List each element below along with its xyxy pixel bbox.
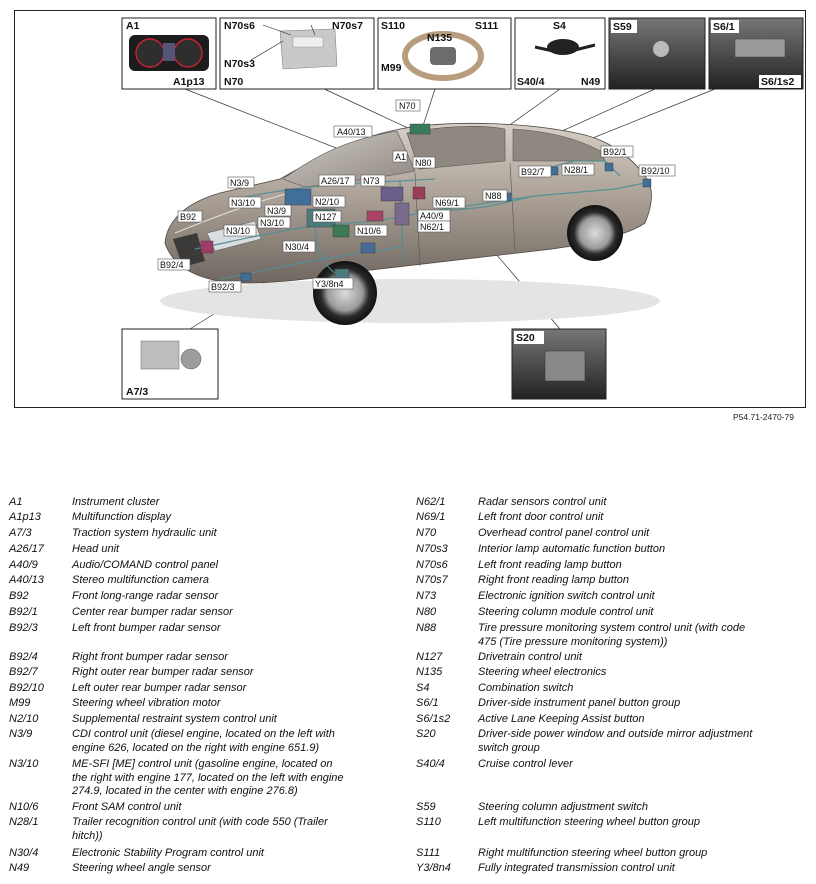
- legend-code: N135: [416, 666, 443, 678]
- inset-traction-hydraulic-unit: [122, 329, 218, 399]
- legend-description: Left front door control unit: [478, 511, 604, 523]
- svg-text:S20: S20: [516, 332, 535, 344]
- legend-description: Driver-side power window and outside mirror adjustment: [478, 728, 753, 740]
- legend-description: Steering column adjustment switch: [478, 801, 648, 813]
- svg-text:B92/1: B92/1: [603, 147, 627, 157]
- svg-text:N70s3: N70s3: [224, 58, 255, 70]
- legend-description: Steering wheel vibration motor: [72, 697, 221, 709]
- legend-description: 475 (Tire pressure monitoring system)): [478, 635, 668, 648]
- legend-description: Steering column module control unit: [478, 606, 654, 618]
- legend-code: N69/1: [416, 511, 446, 523]
- legend-description: Fully integrated transmission control unit: [478, 862, 675, 874]
- legend-code: N127: [416, 651, 443, 663]
- svg-text:S111: S111: [475, 20, 499, 32]
- legend-description: Combination switch: [478, 682, 574, 694]
- legend-description: 274.9, located in the center with engine 276.8): [72, 785, 298, 797]
- svg-text:N88: N88: [485, 191, 502, 201]
- svg-text:M99: M99: [381, 62, 402, 74]
- svg-text:S110: S110: [381, 20, 405, 32]
- svg-text:B92/7: B92/7: [521, 167, 545, 177]
- callout-tag: [639, 165, 675, 176]
- inset-window-switch-group: [512, 329, 606, 399]
- callout-tag: [265, 205, 291, 216]
- callout-tag: [224, 225, 256, 236]
- legend-description: Steering wheel electronics: [478, 666, 607, 678]
- legend-code: S59: [416, 801, 436, 813]
- callout-tag: [178, 211, 202, 222]
- legend-code: M99: [9, 697, 31, 709]
- svg-text:N80: N80: [415, 158, 432, 168]
- legend-code: B92/4: [9, 651, 38, 663]
- legend-code: A1p13: [9, 511, 41, 523]
- legend-description: Stereo multifunction camera: [72, 574, 209, 586]
- component-location-diagram: [15, 11, 807, 409]
- figure-frame: [14, 10, 806, 408]
- legend-code: N3/10: [9, 758, 39, 770]
- legend-code: S20: [416, 728, 436, 740]
- legend-description: Left multifunction steering wheel button group: [478, 816, 700, 828]
- svg-text:N2/10: N2/10: [315, 197, 340, 207]
- svg-text:N49: N49: [581, 76, 601, 88]
- legend-code: S6/1s2: [416, 713, 451, 725]
- legend-code: A1: [9, 496, 23, 508]
- legend-description: Supplemental restraint system control unit: [72, 713, 277, 725]
- callout-tag: [396, 100, 420, 111]
- legend-description: Tire pressure monitoring system control unit (with code: [478, 622, 746, 634]
- legend-code: N80: [416, 606, 437, 618]
- callout-tag: [361, 175, 385, 186]
- svg-text:N30/4: N30/4: [285, 242, 310, 252]
- legend-code: N62/1: [416, 496, 446, 508]
- svg-text:A1p13: A1p13: [173, 76, 205, 88]
- svg-text:B92/3: B92/3: [211, 282, 235, 292]
- inset-combination-switch: [515, 18, 605, 89]
- legend-description: Audio/COMAND control panel: [72, 559, 219, 571]
- callout-tag: [334, 126, 372, 137]
- legend-description: Left outer rear bumper radar sensor: [72, 682, 247, 694]
- callout-tag: [313, 278, 353, 289]
- inset-instrument-panel-buttons: [709, 18, 803, 89]
- svg-text:A26/17: A26/17: [321, 176, 350, 186]
- legend-code: N28/1: [9, 816, 39, 828]
- legend-description: Center rear bumper radar sensor: [72, 606, 233, 618]
- svg-text:A1: A1: [395, 152, 407, 162]
- legend-description: ME-SFI [ME] control unit (gasoline engine, located on: [72, 758, 333, 770]
- inset-instrument-cluster: [122, 18, 216, 89]
- svg-text:S4: S4: [553, 20, 566, 32]
- legend-code: N70s6: [416, 559, 448, 571]
- figure-reference: P54.71-2470-79: [733, 412, 794, 422]
- legend-description: Instrument cluster: [72, 496, 160, 508]
- legend-description: Interior lamp automatic function button: [478, 543, 666, 555]
- legend-code: S111: [416, 847, 441, 859]
- legend-code: N70s3: [416, 543, 448, 555]
- svg-text:N70s6: N70s6: [224, 20, 255, 32]
- svg-text:A7/3: A7/3: [126, 386, 149, 398]
- legend-description: switch group: [478, 741, 540, 754]
- svg-text:S6/1s2: S6/1s2: [761, 76, 795, 88]
- legend-code: N49: [9, 862, 30, 874]
- legend-code: S4: [416, 682, 430, 694]
- legend-code: N10/6: [9, 801, 39, 813]
- svg-text:B92/10: B92/10: [641, 166, 670, 176]
- legend-code: A7/3: [9, 527, 32, 539]
- legend-code: N73: [416, 590, 437, 602]
- legend-code: B92/7: [9, 666, 38, 678]
- legend-code: A26/17: [9, 543, 44, 555]
- svg-text:A40/13: A40/13: [337, 127, 366, 137]
- legend-code: N2/10: [9, 713, 39, 725]
- rear-wheel: [567, 205, 623, 261]
- svg-text:N135: N135: [427, 32, 453, 44]
- legend-code: A40/13: [9, 574, 44, 586]
- legend-description: Front long-range radar sensor: [72, 590, 219, 602]
- legend-code: S110: [416, 816, 441, 828]
- legend-description: Traction system hydraulic unit: [72, 527, 217, 539]
- legend-code: A40/9: [9, 559, 38, 571]
- legend-description: Cruise control lever: [478, 758, 573, 770]
- callout-tag: [158, 259, 190, 270]
- legend-code: S40/4: [416, 758, 445, 770]
- legend-code: S6/1: [416, 697, 439, 709]
- svg-text:B92: B92: [180, 212, 197, 222]
- callout-tag: [283, 241, 315, 252]
- legend-description: Electronic Stability Program control unit: [72, 847, 264, 859]
- legend-description: Right front reading lamp button: [478, 574, 630, 586]
- svg-text:N3/10: N3/10: [226, 226, 251, 236]
- legend-code: B92/3: [9, 622, 38, 634]
- legend-code: N88: [416, 622, 437, 634]
- callout-tag: [418, 210, 450, 221]
- svg-text:B92/4: B92/4: [160, 260, 184, 270]
- svg-text:N3/9: N3/9: [230, 178, 250, 188]
- callout-tag: [413, 157, 435, 168]
- legend-description: engine 626, located on the right with engine 651.9): [72, 741, 320, 754]
- legend-description: Steering wheel angle sensor: [72, 862, 211, 874]
- callout-tag: [209, 281, 241, 292]
- legend-description: Head unit: [72, 543, 120, 555]
- legend-description: Left front bumper radar sensor: [72, 622, 221, 634]
- legend-description: Trailer recognition control unit (with code 550 (Trailer: [72, 816, 328, 828]
- legend-description: Radar sensors control unit: [478, 496, 607, 508]
- callout-tag: [355, 225, 387, 236]
- legend-code: N30/4: [9, 847, 39, 859]
- svg-text:N70s7: N70s7: [332, 20, 363, 32]
- callout-tag: [483, 190, 507, 201]
- legend-code: Y3/8n4: [416, 862, 451, 874]
- legend-description: Overhead control panel control unit: [478, 527, 650, 539]
- legend-code: B92: [9, 590, 29, 602]
- svg-text:Y3/8n4: Y3/8n4: [315, 279, 344, 289]
- callout-tag: [433, 197, 465, 208]
- legend-description: hitch)): [72, 829, 103, 842]
- legend-code: N70: [416, 527, 437, 539]
- callout-tag: [258, 217, 290, 228]
- svg-text:N62/1: N62/1: [420, 222, 445, 232]
- legend-description: CDI control unit (diesel engine, located on the left with: [72, 728, 335, 740]
- callout-tag: [418, 221, 450, 232]
- legend-description: Driver-side instrument panel button group: [478, 697, 681, 709]
- svg-text:N3/10: N3/10: [231, 198, 256, 208]
- callout-tag: [601, 146, 633, 157]
- legend-code: N70s7: [416, 574, 448, 586]
- svg-text:N10/6: N10/6: [357, 226, 382, 236]
- svg-text:S59: S59: [613, 21, 632, 33]
- legend-code: B92/1: [9, 606, 38, 618]
- component-legend: [0, 494, 816, 884]
- callout-tag: [519, 166, 551, 177]
- legend-description: Active Lane Keeping Assist button: [478, 713, 645, 725]
- legend-description: Left front reading lamp button: [478, 559, 622, 571]
- legend-code: B92/10: [9, 682, 44, 694]
- svg-text:A1: A1: [126, 20, 140, 32]
- legend-description: Front SAM control unit: [72, 801, 182, 813]
- legend-description: Multifunction display: [72, 511, 172, 523]
- legend-description: Right multifunction steering wheel button group: [478, 847, 708, 859]
- callout-tag: [313, 211, 341, 222]
- svg-text:N127: N127: [315, 212, 337, 222]
- svg-text:N3/9: N3/9: [267, 206, 287, 216]
- legend-description: Electronic ignition switch control unit: [478, 590, 655, 602]
- callout-tag: [319, 175, 355, 186]
- callout-tag: [313, 196, 345, 207]
- svg-text:N69/1: N69/1: [435, 198, 460, 208]
- svg-text:A40/9: A40/9: [420, 211, 444, 221]
- legend-description: the right with engine 177, located on the left with engine: [72, 771, 344, 784]
- svg-text:N3/10: N3/10: [260, 218, 285, 228]
- callout-tag: [562, 164, 594, 175]
- svg-text:N73: N73: [363, 176, 380, 186]
- svg-text:N70: N70: [224, 76, 244, 88]
- legend-code: N3/9: [9, 728, 33, 740]
- svg-text:N28/1: N28/1: [564, 165, 589, 175]
- callout-tag: [393, 151, 407, 162]
- inset-overhead-panel: [220, 18, 374, 89]
- callout-tag: [229, 197, 261, 208]
- legend-description: Right front bumper radar sensor: [72, 651, 228, 663]
- svg-text:S6/1: S6/1: [713, 21, 735, 33]
- legend-description: Right outer rear bumper radar sensor: [72, 666, 254, 678]
- svg-text:N70: N70: [399, 101, 416, 111]
- svg-text:S40/4: S40/4: [517, 76, 545, 88]
- inset-steering-wheel: [378, 18, 511, 89]
- legend-description: Drivetrain control unit: [478, 651, 582, 663]
- callout-tag: [228, 177, 254, 188]
- inset-column-adjust-switch: [609, 18, 705, 89]
